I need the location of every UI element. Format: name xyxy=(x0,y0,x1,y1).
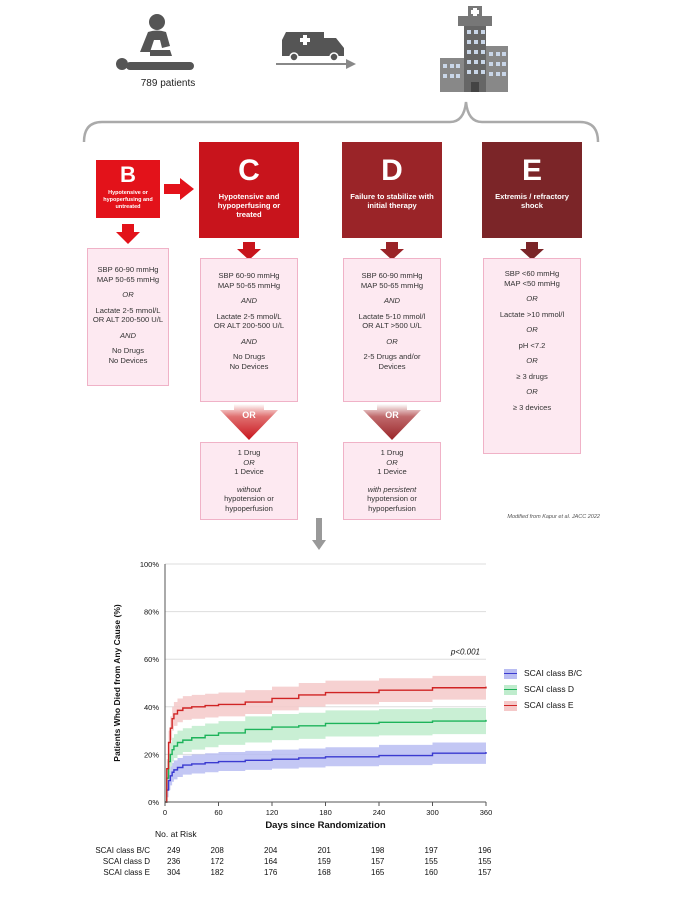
stage-d-letter: D xyxy=(381,154,403,187)
y-tick-label: 0% xyxy=(148,798,159,807)
criteria-c-box xyxy=(200,258,298,402)
criteria-d-line: Lactate 5-10 mmol/l xyxy=(358,311,426,321)
stage-d-box xyxy=(342,142,442,238)
at-risk-cell: 197 xyxy=(424,846,438,855)
legend-item-scai-class-b-c xyxy=(504,668,582,679)
criteria-c-line: No Devices xyxy=(229,361,269,371)
x-tick-label: 120 xyxy=(265,808,279,817)
x-tick-label: 180 xyxy=(319,808,332,817)
p-value-label: p<0.001 xyxy=(450,647,480,657)
legend-swatch xyxy=(504,685,517,695)
x-tick-label: 300 xyxy=(426,808,439,817)
at-risk-cell: 304 xyxy=(167,868,181,877)
criteria-d-operator: AND xyxy=(383,296,401,305)
criteria-e-line: SBP <60 mmHg xyxy=(504,269,560,278)
criteria-c-operator: AND xyxy=(240,296,258,305)
alt-d-box xyxy=(343,442,441,520)
legend-swatch xyxy=(504,701,517,711)
stage-b-box xyxy=(96,160,160,218)
criteria-e-box xyxy=(483,258,581,454)
at-risk-cell: 204 xyxy=(264,846,278,855)
criteria-d-operator: OR xyxy=(386,336,398,346)
at-risk-cell: 236 xyxy=(167,857,181,866)
stage-b-description: Hypotensive or hypoperfusing and untreated xyxy=(103,190,153,210)
cpr-icon xyxy=(110,12,210,74)
y-tick-label: 100% xyxy=(139,560,159,569)
criteria-e-operator: OR xyxy=(526,294,538,303)
at-risk-cell: 201 xyxy=(317,846,331,855)
y-tick-label: 20% xyxy=(143,750,159,760)
at-risk-cell: 249 xyxy=(167,846,181,855)
x-axis-label: Days since Randomization xyxy=(265,820,386,831)
at-risk-cell: 164 xyxy=(264,857,278,866)
stage-e-letter: E xyxy=(521,154,542,187)
legend-label: SCAI class E xyxy=(524,700,574,710)
stage-c-box xyxy=(199,142,299,238)
at-risk-cell: 176 xyxy=(264,868,278,877)
criteria-e-line: ≥ 3 drugs xyxy=(516,371,548,381)
criteria-b-line: No Drugs xyxy=(111,346,145,355)
arrow-right-icon xyxy=(164,178,194,200)
alt-c-line: hypotension or xyxy=(224,494,274,503)
at-risk-row-label: SCAI class E xyxy=(103,868,150,877)
criteria-c-line: OR ALT 200-500 U/L xyxy=(213,321,285,330)
at-risk-cell: 208 xyxy=(210,846,224,855)
alt-d-operator: OR xyxy=(386,457,398,467)
criteria-c-line: SBP 60-90 mmHg xyxy=(218,271,280,280)
criteria-c-line: No Drugs xyxy=(232,352,266,361)
y-tick-label: 80% xyxy=(143,607,159,617)
stage-b-letter: B xyxy=(120,162,136,187)
criteria-b-line: SBP 60-90 mmHg xyxy=(97,265,159,274)
x-tick-label: 360 xyxy=(479,808,493,817)
at-risk-cell: 172 xyxy=(210,857,224,866)
criteria-b-line: No Devices xyxy=(108,355,148,365)
criteria-d-line: MAP 50-65 mmHg xyxy=(360,280,424,290)
source-note: Modified from Kapur et al. JACC 2022 xyxy=(507,514,600,520)
criteria-e-operator: OR xyxy=(526,325,538,334)
stage-d-description: Failure to stabilize with initial therapy xyxy=(350,192,434,210)
at-risk-cell: 159 xyxy=(317,857,331,866)
grouping-bracket xyxy=(80,98,602,144)
stage-c-letter: C xyxy=(238,154,260,187)
alt-d-line: 1 Drug xyxy=(380,448,404,457)
criteria-d-line: OR ALT >500 U/L xyxy=(362,321,422,330)
at-risk-row-label: SCAI class B/C xyxy=(95,846,150,855)
stage-e-description: Extremis / refractory shock xyxy=(495,192,569,210)
at-risk-cell: 157 xyxy=(478,868,492,877)
criteria-e-line: Lactate >10 mmol/l xyxy=(499,309,565,319)
criteria-e-line: ≥ 3 devices xyxy=(512,402,552,412)
criteria-e-operator: OR xyxy=(526,356,538,365)
alt-c-qualifier: without xyxy=(236,484,262,494)
legend-swatch xyxy=(504,669,517,679)
at-risk-title: No. at Risk xyxy=(155,829,197,839)
alt-c-line: 1 Device xyxy=(234,467,264,476)
alt-c-line: 1 Drug xyxy=(237,448,261,457)
at-risk-cell: 196 xyxy=(478,846,492,855)
criteria-c-line: Lactate 2-5 mmol/L xyxy=(216,311,282,321)
alt-d-line: 1 Device xyxy=(377,467,407,476)
arrow-down-icon xyxy=(116,224,140,244)
alt-c-line: hypoperfusion xyxy=(225,503,273,513)
criteria-d-line: Devices xyxy=(378,361,406,371)
at-risk-cell: 155 xyxy=(478,857,492,866)
legend-item-scai-class-d xyxy=(504,684,574,695)
at-risk-row-label: SCAI class D xyxy=(102,857,150,866)
alt-c-operator: OR xyxy=(243,457,255,467)
legend-label: SCAI class D xyxy=(524,684,575,694)
criteria-d-box xyxy=(343,258,441,402)
ambulance-icon xyxy=(276,28,360,74)
arrow-down-icon xyxy=(312,518,326,550)
x-tick-label: 0 xyxy=(162,808,168,817)
patients-count: 789 patients xyxy=(140,78,196,89)
criteria-b-line: MAP 50-65 mmHg xyxy=(96,274,160,284)
km-chart xyxy=(90,550,520,840)
at-risk-cell: 165 xyxy=(371,868,385,877)
criteria-c-line: MAP 50-65 mmHg xyxy=(217,280,281,290)
at-risk-cell: 182 xyxy=(210,868,224,877)
hospital-icon xyxy=(436,6,516,98)
at-risk-cell: 155 xyxy=(424,857,438,866)
alt-d-qualifier: with persistent xyxy=(367,484,417,494)
criteria-e-line: pH <7.2 xyxy=(518,340,546,350)
y-tick-label: 40% xyxy=(143,702,159,712)
y-tick-label: 60% xyxy=(143,655,159,665)
y-axis-label: Patients Who Died from Any Cause (%) xyxy=(112,604,122,762)
criteria-d-line: 2-5 Drugs and/or xyxy=(363,352,421,361)
or-arrow-d xyxy=(363,404,421,440)
criteria-b-operator: OR xyxy=(122,290,134,299)
or-arrow-d-label: OR xyxy=(385,410,399,420)
criteria-b-line: OR ALT 200-500 U/L xyxy=(92,315,164,324)
criteria-b-box xyxy=(87,248,169,386)
alt-c-box xyxy=(200,442,298,520)
or-arrow-c-label: OR xyxy=(242,410,256,420)
alt-d-line: hypotension or xyxy=(367,494,417,503)
at-risk-cell: 198 xyxy=(371,846,385,855)
criteria-c-operator: AND xyxy=(240,336,258,346)
criteria-b-line: Lactate 2-5 mmol/L xyxy=(95,305,161,315)
x-tick-label: 60 xyxy=(214,808,223,817)
alt-d-line: hypoperfusion xyxy=(368,503,416,513)
at-risk-cell: 168 xyxy=(317,868,331,877)
x-tick-label: 240 xyxy=(372,808,386,817)
criteria-b-operator: AND xyxy=(119,330,137,340)
legend-item-scai-class-e xyxy=(504,700,574,711)
criteria-e-line: MAP <50 mmHg xyxy=(504,278,560,288)
legend-label: SCAI class B/C xyxy=(524,668,583,678)
at-risk-cell: 160 xyxy=(424,868,438,877)
criteria-e-operator: OR xyxy=(526,387,538,396)
stage-c-description: Hypotensive and hypoperfusing or treated xyxy=(217,192,281,219)
or-arrow-c xyxy=(220,404,278,440)
at-risk-cell: 157 xyxy=(371,857,385,866)
stage-e-box xyxy=(482,142,582,238)
criteria-d-line: SBP 60-90 mmHg xyxy=(361,271,423,280)
ci-band-scai-class-b-c xyxy=(165,741,486,802)
